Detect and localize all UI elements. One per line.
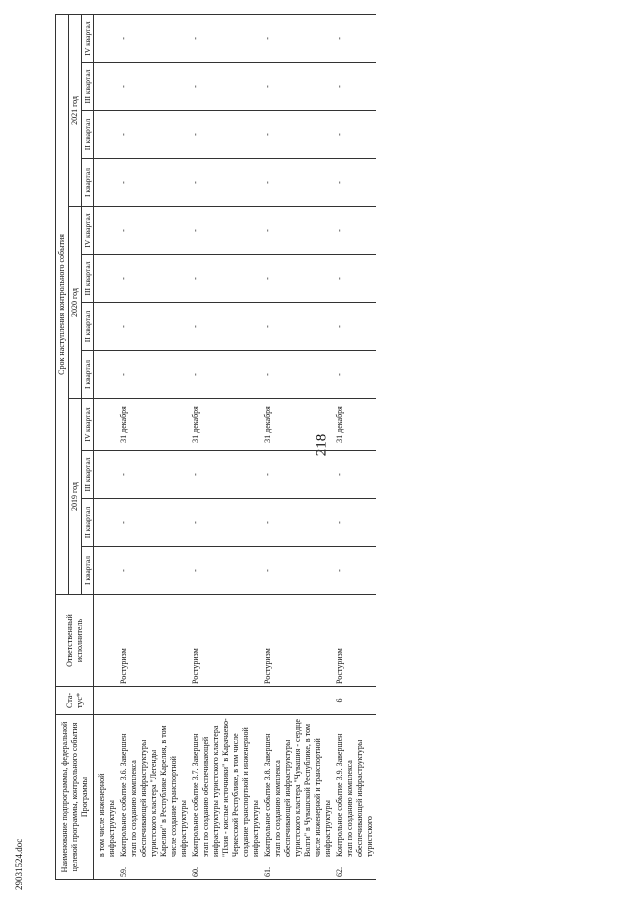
deadline-cell: - bbox=[118, 351, 190, 399]
event-name: Контрольное событие 3.6. Завершен этап по созданию комплекса обеспечивающей инфраструктуры туристского кластера "Легенды Карелии" в Республике Карелия, в том числе создание транспортной инфраструктуры bbox=[119, 725, 188, 857]
table-row bbox=[262, 14, 334, 879]
rotated-table-container bbox=[55, 15, 635, 880]
header-quarter: I квартал bbox=[82, 351, 94, 399]
event-cell bbox=[94, 715, 119, 880]
deadline-cell bbox=[94, 207, 119, 255]
row-number: 61. bbox=[263, 867, 272, 877]
deadline-cell: - bbox=[334, 255, 376, 303]
page-number: 218 bbox=[313, 433, 330, 457]
deadline-cell: - bbox=[262, 255, 334, 303]
deadline-cell: - bbox=[190, 63, 262, 111]
header-name: Наименование подпрограммы, федеральной целевой программы, контрольного события Программы bbox=[56, 715, 94, 880]
deadline-cell: - bbox=[118, 547, 190, 595]
deadline-cell: - bbox=[334, 303, 376, 351]
table-row bbox=[94, 14, 119, 879]
deadline-cell: - bbox=[334, 351, 376, 399]
deadline-cell bbox=[94, 547, 119, 595]
deadline-cell: - bbox=[262, 159, 334, 207]
row-number: 60. bbox=[191, 867, 200, 877]
deadline-cell: - bbox=[190, 451, 262, 499]
executor-cell: Ростуризм bbox=[190, 595, 262, 687]
deadline-cell: - bbox=[118, 499, 190, 547]
status-cell bbox=[94, 687, 119, 715]
header-quarter: IV квартал bbox=[82, 399, 94, 451]
header-quarter: II квартал bbox=[82, 499, 94, 547]
executor-cell: Ростуризм bbox=[118, 595, 190, 687]
header-quarter: I квартал bbox=[82, 547, 94, 595]
event-name: Контрольное событие 3.9. Завершен этап по созданию комплекса обеспечивающей инфраструктуры туристского bbox=[335, 733, 374, 857]
event-cell bbox=[118, 715, 190, 880]
header-quarter: I квартал bbox=[82, 159, 94, 207]
deadline-cell: - bbox=[262, 207, 334, 255]
deadline-cell: - bbox=[190, 255, 262, 303]
event-name: Контрольное событие 3.8. Завершен этап по созданию комплекса обеспечивающей инфраструктуры туристского кластера "Чувашия - сердце Волги" в Чувашской Республике, в том числе инженерной и транспортной инфраструктуры bbox=[263, 719, 332, 857]
deadline-cell: - bbox=[262, 303, 334, 351]
deadline-cell: - bbox=[262, 14, 334, 62]
deadline-cell: - bbox=[118, 14, 190, 62]
deadline-cell: - bbox=[118, 63, 190, 111]
executor-cell: Ростуризм bbox=[262, 595, 334, 687]
event-name: Контрольное событие 3.7. Завершен этап по созданию обеспечивающей инфраструктуры туристского кластера "Пхия - кислые источники" в Карачаево-Черкесской Республике, в том числе создание транспортной и инженерной инфраструктуры bbox=[191, 718, 260, 857]
document-id: 29031524.doc bbox=[14, 838, 24, 890]
deadline-cell: - bbox=[262, 111, 334, 159]
deadline-cell: 31 декабря bbox=[334, 399, 376, 451]
header-quarter: IV квартал bbox=[82, 207, 94, 255]
deadline-cell: - bbox=[118, 111, 190, 159]
header-year-2020: 2020 год bbox=[69, 207, 82, 399]
deadline-cell bbox=[94, 499, 119, 547]
header-year-2021: 2021 год bbox=[69, 14, 82, 206]
deadline-cell: 31 декабря bbox=[118, 399, 190, 451]
executor-cell bbox=[94, 595, 119, 687]
header-quarter: III квартал bbox=[82, 63, 94, 111]
header-quarter: II квартал bbox=[82, 111, 94, 159]
deadline-cell bbox=[94, 63, 119, 111]
deadline-cell: - bbox=[334, 14, 376, 62]
deadline-cell: - bbox=[190, 547, 262, 595]
row-number: 59. bbox=[119, 867, 128, 877]
row-number: 62. bbox=[335, 867, 344, 877]
deadline-cell bbox=[94, 111, 119, 159]
deadline-cell: - bbox=[334, 111, 376, 159]
header-quarter: III квартал bbox=[82, 255, 94, 303]
table-row bbox=[334, 14, 376, 879]
table-row bbox=[118, 14, 190, 879]
event-name: в том числе инженерной инфраструктуры bbox=[97, 773, 116, 857]
deadline-cell bbox=[94, 14, 119, 62]
header-executor: Ответственный исполнитель bbox=[56, 595, 94, 687]
header-status: Ста-тус* bbox=[56, 687, 94, 715]
header-quarter: III квартал bbox=[82, 451, 94, 499]
header-deadline: Срок наступления контрольного события bbox=[56, 14, 69, 594]
deadline-cell bbox=[94, 399, 119, 451]
status-cell bbox=[262, 687, 334, 715]
deadline-cell: - bbox=[262, 63, 334, 111]
deadline-cell: - bbox=[190, 14, 262, 62]
control-events-table bbox=[55, 14, 376, 880]
deadline-cell bbox=[94, 159, 119, 207]
deadline-cell: - bbox=[190, 499, 262, 547]
deadline-cell: - bbox=[190, 207, 262, 255]
event-cell bbox=[334, 715, 376, 880]
deadline-cell: - bbox=[118, 255, 190, 303]
deadline-cell: - bbox=[262, 351, 334, 399]
deadline-cell: - bbox=[334, 63, 376, 111]
deadline-cell: - bbox=[118, 303, 190, 351]
header-quarter: II квартал bbox=[82, 303, 94, 351]
deadline-cell: - bbox=[190, 111, 262, 159]
header-year-2019: 2019 год bbox=[69, 399, 82, 595]
deadline-cell: - bbox=[262, 547, 334, 595]
deadline-cell: 31 декабря bbox=[190, 399, 262, 451]
event-cell bbox=[262, 715, 334, 880]
deadline-cell: - bbox=[118, 159, 190, 207]
status-cell bbox=[118, 687, 190, 715]
deadline-cell: - bbox=[334, 207, 376, 255]
deadline-cell: - bbox=[334, 499, 376, 547]
deadline-cell: - bbox=[334, 547, 376, 595]
deadline-cell: - bbox=[334, 159, 376, 207]
deadline-cell: - bbox=[190, 351, 262, 399]
row-number bbox=[97, 857, 117, 877]
deadline-cell: - bbox=[262, 451, 334, 499]
deadline-cell bbox=[94, 351, 119, 399]
deadline-cell bbox=[94, 303, 119, 351]
table-body bbox=[94, 14, 377, 879]
deadline-cell: - bbox=[190, 303, 262, 351]
executor-cell: Ростуризм bbox=[334, 595, 376, 687]
table-row bbox=[190, 14, 262, 879]
deadline-cell: - bbox=[118, 451, 190, 499]
deadline-cell: 31 декабря bbox=[262, 399, 334, 451]
deadline-cell: - bbox=[262, 499, 334, 547]
status-cell: 6 bbox=[334, 687, 376, 715]
deadline-cell bbox=[94, 255, 119, 303]
status-cell bbox=[190, 687, 262, 715]
deadline-cell: - bbox=[190, 159, 262, 207]
deadline-cell: - bbox=[118, 207, 190, 255]
deadline-cell bbox=[94, 451, 119, 499]
deadline-cell: - bbox=[334, 451, 376, 499]
header-quarter: IV квартал bbox=[82, 14, 94, 62]
event-cell bbox=[190, 715, 262, 880]
